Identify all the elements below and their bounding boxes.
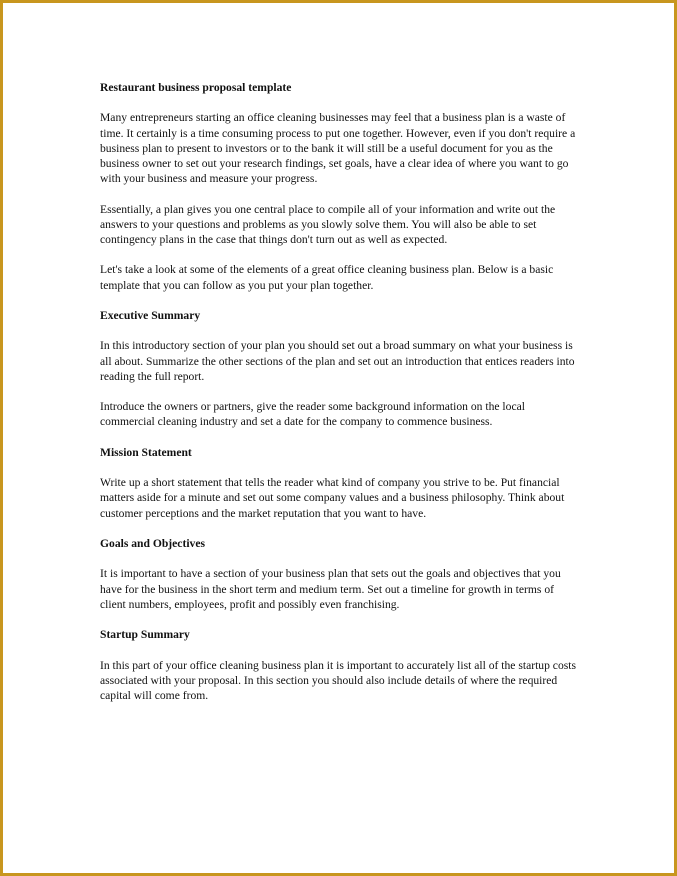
section-paragraph: Write up a short statement that tells the reader what kind of company you strive to be. Put financial matters aside for a minute and set out some company values and a business philosophy. Think about customer perceptions and the market reputation that you want to have.: [100, 476, 565, 520]
intro-paragraph: Many entrepreneurs starting an office cleaning businesses may feel that a business plan is a waste of time. It certainly is a time consuming process to put one together. However, even if you don't require a business plan to present to investors or to the bank it will still be a useful document for you as the business owner to set out your research findings, set goals, have a clear idea of where you want to go with your business and measure your progress.: [100, 111, 576, 186]
intro-paragraph: Essentially, a plan gives you one central place to compile all of your information and write out the answers to your questions and problems as you slowly solve them. You will also be able to set contingency plans in the case that things don't turn out as well as expected.: [100, 202, 556, 246]
section-heading-mission-statement: Mission Statement: [100, 445, 192, 459]
document-page: [100, 80, 580, 718]
section-heading-executive-summary: Executive Summary: [100, 308, 201, 322]
document-title: Restaurant business proposal template: [100, 81, 292, 94]
section-heading-startup-summary: Startup Summary: [100, 628, 190, 642]
section-paragraph: In this part of your office cleaning business plan it is important to accurately list all of the startup costs associated with your proposal. In this section you should also include details of where the required capital will come from.: [100, 658, 576, 702]
section-paragraph: In this introductory section of your plan you should set out a broad summary on what your business is all about. Summarize the other sections of the plan and set out an introduction that entices readers into reading the full report.: [100, 339, 575, 383]
intro-paragraph: Let's take a look at some of the elements of a great office cleaning business plan. Below is a basic template that you can follow as you put your plan together.: [100, 263, 554, 292]
section-heading-goals-objectives: Goals and Objectives: [100, 536, 205, 550]
section-paragraph: It is important to have a section of your business plan that sets out the goals and objectives that you have for the business in the short term and medium term. Set out a timeline for growth in terms of client numbers, employees, profit and possibly even franchising.: [100, 567, 561, 611]
section-paragraph: Introduce the owners or partners, give the reader some background information on the local commercial cleaning industry and set a date for the company to commence business.: [100, 400, 525, 429]
